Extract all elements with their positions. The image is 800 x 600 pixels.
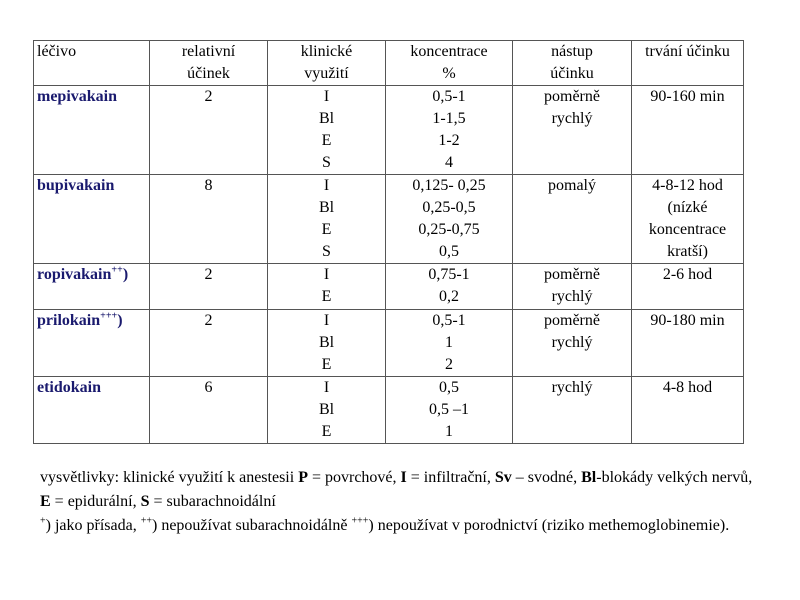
drug-name-cell: [34, 175, 150, 264]
drug-table: [33, 40, 744, 444]
onset-line: rychlý: [551, 110, 593, 127]
use-line: E: [321, 221, 332, 239]
onset-line: rychlý: [551, 333, 593, 351]
duration-cell: [632, 309, 744, 376]
conc-line: 0,25-0,5: [422, 199, 476, 217]
use-line: I: [323, 311, 330, 329]
duration-line: (nízké: [667, 199, 708, 217]
relative-potency-cell: [150, 309, 268, 376]
duration-line: 90-180 min: [650, 311, 725, 329]
legend-text: ) nepoužívat v porodnictví (riziko methemoglobinemie).: [368, 517, 730, 534]
onset-line: poměrně: [544, 311, 600, 329]
conc-line: 1-2: [438, 132, 460, 149]
use-cell: [268, 264, 386, 309]
duration-cell: [632, 175, 744, 264]
legend-text: = povrchové,: [307, 469, 401, 486]
conc-line: 1: [445, 333, 453, 351]
onset-cell: [513, 175, 632, 264]
use-line: S: [322, 243, 331, 261]
relative-potency: 8: [204, 177, 213, 195]
duration-line: 90-160 min: [650, 88, 725, 105]
onset-line: poměrně: [544, 266, 600, 284]
legend-abbrev: S: [140, 493, 150, 510]
use-cell: [268, 309, 386, 376]
onset-cell: [513, 376, 632, 443]
drug-name: mepivakain: [37, 88, 118, 105]
relative-potency: 2: [204, 311, 213, 329]
header-line: relativní: [181, 43, 236, 60]
drug-footnote-paren: ): [122, 266, 129, 284]
column-header-onset: [513, 41, 632, 86]
duration-line: 4-8 hod: [662, 378, 713, 396]
conc-line: 0,2: [439, 288, 459, 306]
drug-name-cell: [34, 86, 150, 175]
header-line: léčivo: [37, 43, 77, 60]
conc-line: 0,75-1: [428, 266, 470, 284]
conc-cell: [386, 175, 513, 264]
relative-potency: 6: [204, 378, 213, 396]
conc-line: 1-1,5: [432, 110, 466, 127]
table-row: [34, 309, 744, 376]
conc-line: 0,125- 0,25: [412, 177, 486, 195]
conc-line: 1: [445, 422, 453, 440]
use-line: E: [321, 355, 332, 373]
conc-line: 0,5-1: [432, 88, 466, 105]
header-line: využití: [304, 65, 349, 82]
legend-text: = infiltrační,: [406, 469, 495, 486]
relative-potency-cell: [150, 264, 268, 309]
column-header-duration: [632, 41, 744, 86]
header-line: účinek: [187, 65, 230, 82]
use-line: E: [321, 422, 332, 440]
use-line: S: [322, 154, 331, 171]
duration-line: 4-8-12 hod: [652, 177, 723, 195]
use-cell: [268, 376, 386, 443]
duration-cell: [632, 376, 744, 443]
duration-line: kratší): [667, 243, 708, 261]
use-cell: [268, 86, 386, 175]
relative-potency: 2: [204, 88, 213, 105]
use-line: I: [323, 177, 330, 195]
conc-cell: [386, 86, 513, 175]
use-line: Bl: [318, 110, 335, 127]
table-row: [34, 175, 744, 264]
header-line: %: [442, 65, 456, 82]
drug-footnote-paren: ): [117, 311, 123, 329]
duration-cell: [632, 86, 744, 175]
conc-cell: [386, 309, 513, 376]
legend-text: ) nepoužívat subarachnoidálně: [152, 517, 352, 534]
use-line: E: [321, 288, 332, 306]
legend-text: vysvětlivky: klinické využití k anestesii: [40, 469, 299, 486]
drug-name: prilokain: [37, 311, 101, 329]
use-cell: [268, 175, 386, 264]
duration-line: 2-6 hod: [662, 266, 713, 284]
legend-footnote-mark: ++: [140, 515, 152, 527]
legend-line-notes: [40, 514, 760, 538]
use-line: I: [323, 378, 330, 396]
legend: [40, 466, 760, 538]
column-header-conc: [386, 41, 513, 86]
column-header-drug: [34, 41, 150, 86]
table-header-row: [34, 41, 744, 86]
column-header-potency: [150, 41, 268, 86]
legend-abbrev: Bl: [581, 469, 597, 486]
drug-name-cell: [34, 376, 150, 443]
legend-abbrev: I: [400, 469, 407, 486]
relative-potency-cell: [150, 175, 268, 264]
legend-abbrev: P: [298, 469, 308, 486]
legend-abbrev: Sv: [494, 469, 512, 486]
table-row: [34, 264, 744, 309]
relative-potency: 2: [204, 266, 213, 284]
onset-cell: [513, 264, 632, 309]
legend-footnote-mark: +++: [351, 515, 369, 527]
drug-name: bupivakain: [37, 177, 115, 195]
use-line: E: [321, 132, 332, 149]
relative-potency-cell: [150, 376, 268, 443]
header-line: nástup: [551, 43, 593, 60]
conc-line: 0,5 –1: [429, 400, 469, 418]
onset-cell: [513, 309, 632, 376]
header-line: koncentrace: [410, 43, 488, 60]
legend-text: ) jako přísada,: [45, 517, 141, 534]
onset-line: pomalý: [548, 177, 596, 195]
conc-cell: [386, 264, 513, 309]
drug-name-cell: [34, 264, 150, 309]
onset-line: poměrně: [544, 88, 600, 105]
conc-line: 4: [445, 154, 453, 171]
table-body: [34, 86, 744, 444]
use-line: I: [323, 88, 330, 105]
legend-text: -blokády velkých nervů,: [596, 469, 753, 486]
drug-name-cell: [34, 309, 150, 376]
legend-footnote-mark: +: [40, 515, 46, 527]
legend-text: = subarachnoidální: [149, 493, 276, 510]
drug-name: etidokain: [37, 378, 102, 396]
onset-line: rychlý: [551, 288, 593, 306]
conc-line: 0,5: [439, 378, 459, 396]
conc-line: 0,25-0,75: [418, 221, 480, 239]
table-row: [34, 376, 744, 443]
column-header-use: [268, 41, 386, 86]
drug-footnote-mark: ++: [111, 265, 123, 277]
use-line: I: [323, 266, 330, 284]
legend-text: = epidurální,: [50, 493, 141, 510]
onset-line: rychlý: [551, 378, 593, 396]
onset-cell: [513, 86, 632, 175]
conc-cell: [386, 376, 513, 443]
drug-footnote-mark: +++: [100, 310, 118, 322]
legend-line-usage: [40, 466, 760, 514]
header-line: trvání účinku: [645, 43, 730, 60]
legend-abbrev: E: [40, 493, 51, 510]
table-row: [34, 86, 744, 175]
drug-name: ropivakain: [37, 266, 112, 284]
relative-potency-cell: [150, 86, 268, 175]
use-line: Bl: [318, 199, 335, 217]
header-line: účinku: [550, 65, 594, 82]
use-line: Bl: [318, 333, 335, 351]
conc-line: 2: [445, 355, 453, 373]
duration-cell: [632, 264, 744, 309]
header-line: klinické: [300, 43, 353, 60]
use-line: Bl: [318, 400, 335, 418]
duration-line: koncentrace: [648, 221, 727, 239]
conc-line: 0,5-1: [432, 311, 466, 329]
legend-text: – svodné,: [511, 469, 582, 486]
conc-line: 0,5: [439, 243, 459, 261]
